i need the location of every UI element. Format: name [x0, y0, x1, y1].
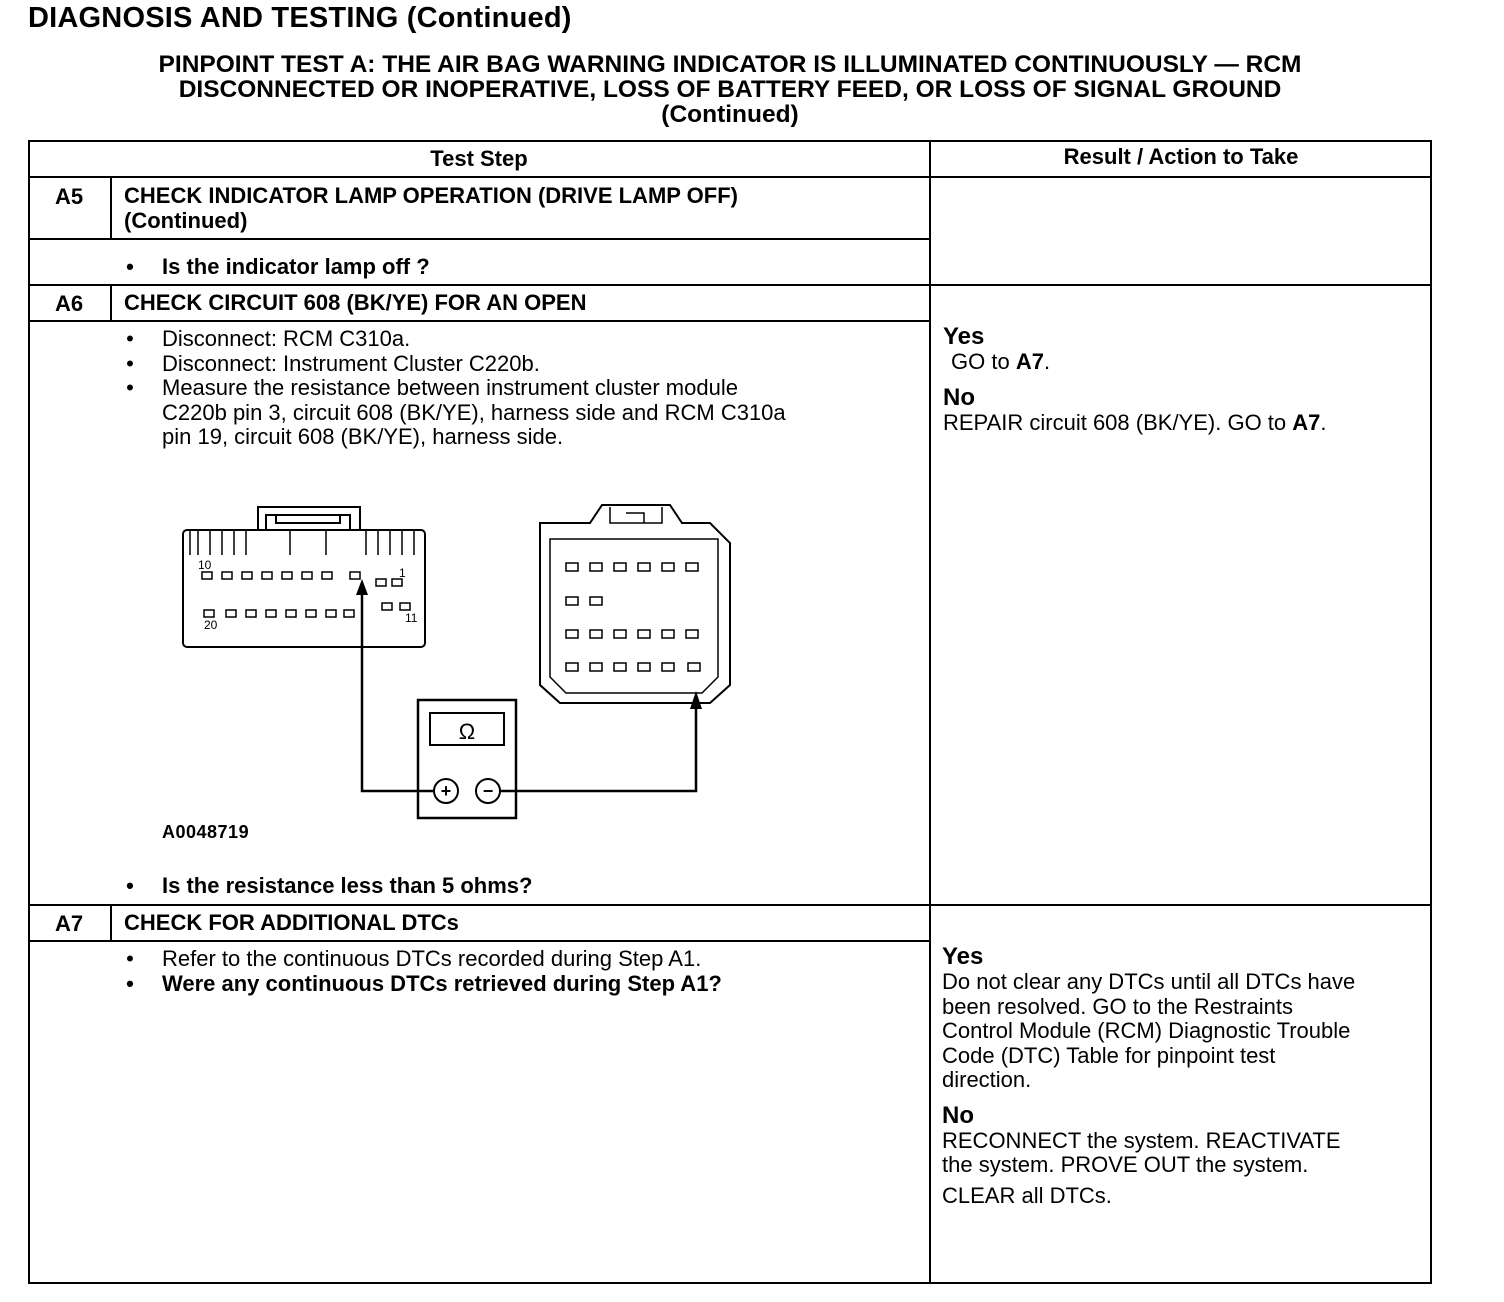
pinpoint-test-title-line1: PINPOINT TEST A: THE AIR BAG WARNING INDICATOR IS ILLUMINATED CONTINUOUSLY — RCM: [158, 51, 1302, 78]
step-id-a5: A5: [54, 184, 84, 209]
plus-symbol: +: [440, 781, 452, 801]
step-title-a7: CHECK FOR ADDITIONAL DTCs: [124, 910, 459, 935]
a5-title-rule: [28, 238, 930, 240]
a6-no-prefix: REPAIR circuit 608 (BK/YE). GO to: [943, 409, 1287, 435]
header-rule: [28, 176, 1432, 178]
column-header-test-step: Test Step: [430, 146, 528, 171]
ohm-symbol: Ω: [458, 719, 476, 744]
bullet-dot: •: [126, 873, 134, 898]
list-item: [124, 352, 786, 377]
list-item: [124, 874, 532, 899]
a6-question: Is the resistance less than 5 ohms?: [162, 873, 533, 898]
step-id-a7: A7: [54, 911, 84, 936]
list-item: [124, 376, 786, 401]
step-title-a5-line2: (Continued): [124, 208, 248, 233]
pin-label-10: 10: [198, 558, 212, 572]
a6-yes-target: A7: [1015, 349, 1044, 374]
a6-yes-label: Yes: [943, 323, 985, 350]
a6-result: [943, 324, 1327, 435]
a7-yes-line2: been resolved. GO to the Restraints: [942, 993, 1293, 1019]
a7-title-rule: [28, 940, 930, 942]
period: .: [1043, 349, 1051, 374]
a7-yes-label: Yes: [942, 943, 984, 970]
a6-bullet-3-line2: C220b pin 3, circuit 608 (BK/YE), harness side and RCM C310a: [162, 399, 786, 425]
bullet-dot: •: [126, 970, 134, 996]
rcm-connector-inner: [550, 539, 718, 693]
rcm-connector-outer: [540, 505, 730, 703]
list-item-continuation: [124, 425, 786, 450]
a7-bullets: [124, 947, 722, 996]
a6-bullets: [124, 327, 786, 450]
cluster-connector-latch: [258, 507, 360, 530]
step-title-a5-line1: CHECK INDICATOR LAMP OPERATION (DRIVE LAMP OFF): [124, 183, 738, 208]
ohmmeter-body: [418, 700, 516, 818]
step-title-a6: CHECK CIRCUIT 608 (BK/YE) FOR AN OPEN: [124, 290, 587, 315]
a6-no-target: A7: [1292, 409, 1321, 435]
a6-bullet-3-line1: Measure the resistance between instrument cluster module: [162, 375, 738, 400]
a6-bullet-3-line3: pin 19, circuit 608 (BK/YE), harness side.: [162, 424, 564, 449]
a7-result: [942, 944, 1355, 1208]
bullet-dot: •: [126, 946, 134, 971]
minus-symbol: −: [482, 781, 494, 801]
column-header-result: Result / Action to Take: [1063, 144, 1299, 169]
list-item: [124, 947, 722, 972]
bullet-dot: •: [126, 326, 134, 351]
step-id-divider-a6: [110, 284, 112, 320]
bullet-dot: •: [126, 350, 134, 376]
pin-label-11: 11: [405, 611, 418, 625]
list-item: [124, 327, 786, 352]
a5-question: Is the indicator lamp off ?: [162, 254, 430, 279]
a6-bullet-2: Disconnect: Instrument Cluster C220b.: [162, 350, 540, 376]
bullet-dot: •: [126, 375, 134, 400]
pinpoint-test-title-line2: DISCONNECTED OR INOPERATIVE, LOSS OF BATTERY FEED, OR LOSS OF SIGNAL GROUND: [178, 76, 1282, 103]
step-id-a6: A6: [54, 291, 84, 316]
bullet-dot: •: [126, 254, 134, 279]
a7-bullet-2: Were any continuous DTCs retrieved during Step A1?: [162, 970, 722, 996]
cluster-connector-ribs: [190, 530, 414, 555]
list-item: [124, 255, 430, 280]
period: .: [1320, 409, 1327, 435]
pinpoint-test-title: [28, 52, 1432, 127]
list-item: [124, 972, 722, 997]
cluster-connector-body: [183, 530, 425, 647]
rcm-connector-latch: [610, 507, 662, 523]
a7-bullet-1: Refer to the continuous DTCs recorded during Step A1.: [162, 946, 702, 971]
a6-no-label: No: [943, 383, 975, 411]
step-id-divider-a5: [110, 176, 112, 238]
column-divider: [929, 140, 931, 1284]
a7-no-line3: CLEAR all DTCs.: [942, 1182, 1112, 1208]
a6-title-rule: [28, 320, 930, 322]
pin-label-20: 20: [204, 618, 218, 632]
step-title-a5: [124, 183, 738, 233]
list-item-continuation: [124, 401, 786, 426]
a7-yes-line5: direction.: [942, 1067, 1032, 1092]
section-title: DIAGNOSIS AND TESTING (Continued): [28, 2, 572, 34]
a7-no-line1: RECONNECT the system. REACTIVATE: [942, 1127, 1341, 1153]
a7-yes-line4: Code (DTC) Table for pinpoint test: [942, 1042, 1276, 1068]
pin-label-1: 1: [399, 566, 406, 580]
a6-bullet-1: Disconnect: RCM C310a.: [162, 326, 411, 351]
a5-bottom-rule: [28, 284, 1432, 286]
a7-yes-line3: Control Module (RCM) Diagnostic Trouble: [942, 1018, 1351, 1043]
a7-no-line2: the system. PROVE OUT the system.: [942, 1152, 1309, 1177]
a6-question-list: [124, 874, 532, 899]
negative-test-lead: [500, 707, 696, 791]
pinpoint-test-title-line3: (Continued): [661, 101, 799, 128]
figure-id: A0048719: [162, 822, 250, 842]
rcm-pins: [566, 563, 700, 671]
a6-yes-prefix: GO to: [951, 349, 1010, 374]
a6-yes-action: [943, 350, 1327, 375]
cluster-pins-top-row: [202, 572, 402, 586]
a6-bottom-rule: [28, 904, 1432, 906]
a5-bullets: [124, 255, 430, 280]
connector-measurement-diagram: [150, 495, 750, 825]
a7-no-label: No: [942, 1101, 974, 1129]
cluster-pins-bottom-row: [204, 603, 410, 617]
positive-test-lead: [362, 591, 434, 791]
step-id-divider-a7: [110, 904, 112, 940]
a7-yes-line1: Do not clear any DTCs until all DTCs have: [942, 969, 1356, 994]
a6-no-action: [943, 411, 1327, 436]
positive-probe-tip: [356, 579, 368, 595]
